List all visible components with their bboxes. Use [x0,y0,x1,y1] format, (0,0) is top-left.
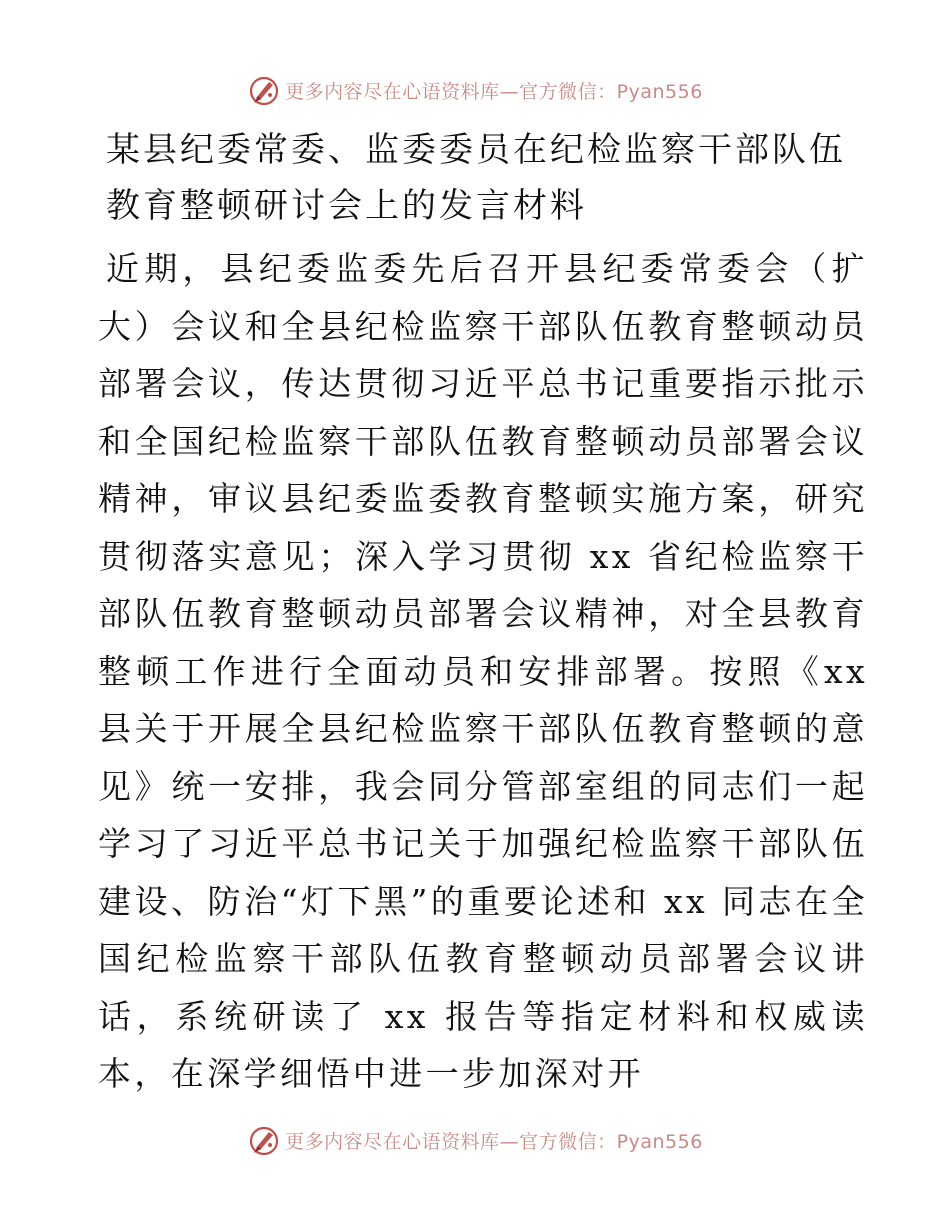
document-title: 某县纪委常委、监委委员在纪检监察干部队伍教育整顿研讨会上的发言材料 [106,130,846,226]
header-watermark [0,70,950,110]
quill-pen-logo-icon [247,1123,281,1157]
quill-pen-logo-icon [247,73,281,107]
footer-watermark-text: 更多内容尽在心语资料库—官方微信：Pyan556 [285,1130,703,1153]
body-paragraph: 近期，县纪委监委先后召开县纪委常委会（扩大）会议和全县纪检监察干部队伍教育整顿动员部署会议，传达贯彻习近平总书记重要指示批示和全国纪检监察干部队伍教育整顿动员部署会议精神，审议县纪委监委教育整顿实施方案，研究贯彻落实意见；深入学习贯彻 xx 省纪检监察干部队伍教育整顿动员部署会议精神，对全县教育整顿工作进行全面动员和安排部署。按照《xx 县关于开展全县纪检监察干部队伍教育整顿的意见》统一安排，我会同分管部室组的同志们一起学习了习近平总书记关于加强纪检监察干部队伍建设、防治“灯下黑”的重要论述和 xx 同志在全国纪检监察干部队伍教育整顿动员部署会议讲话，系统研读了 xx 报告等指定材料和权威读本，在深学细悟中进一步加深对开 [98,249,868,1093]
header-watermark-text: 更多内容尽在心语资料库—官方微信：Pyan556 [285,80,703,103]
footer-watermark [0,1120,950,1160]
